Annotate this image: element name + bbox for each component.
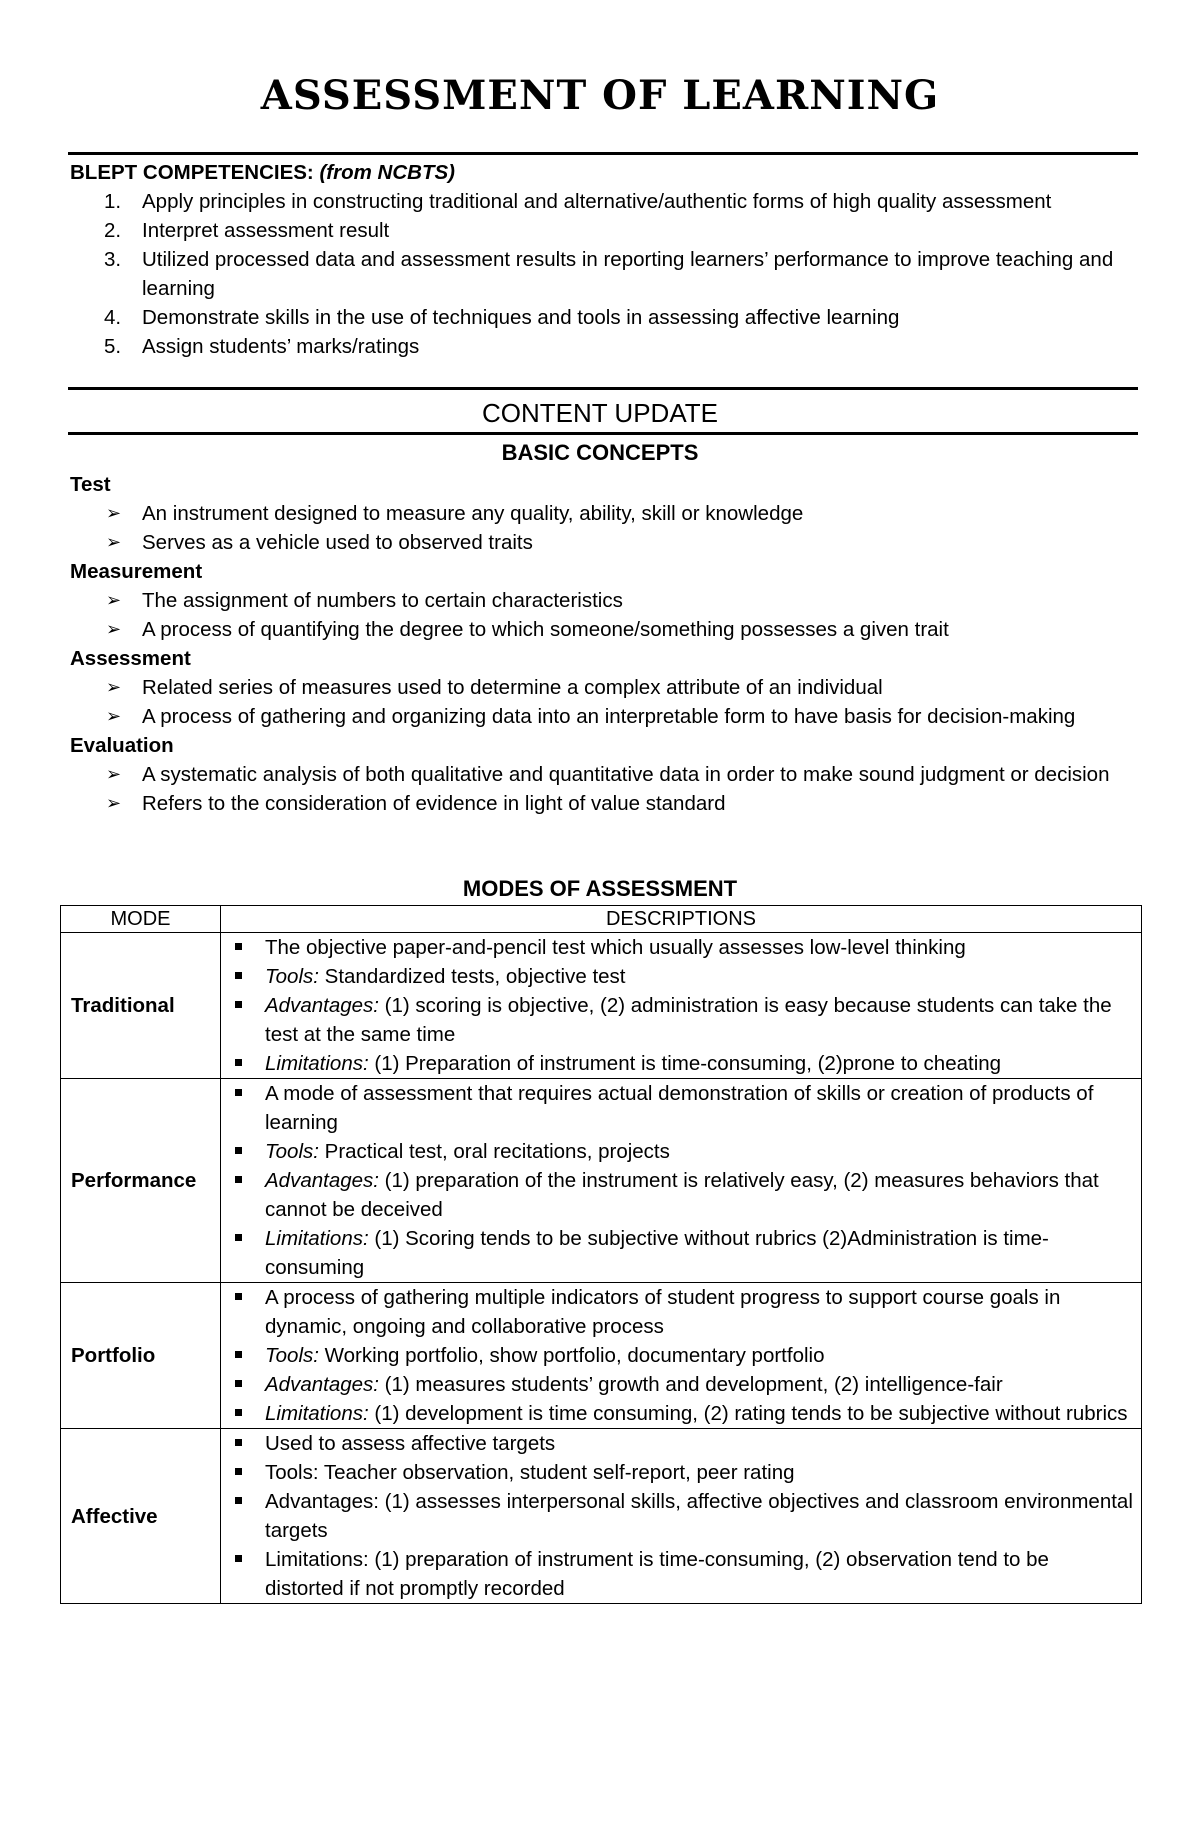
description-item — [221, 962, 1133, 991]
term-points — [70, 499, 1150, 557]
competency-number: 4. — [104, 306, 122, 329]
description-item — [221, 1429, 1133, 1458]
term-point — [70, 673, 1150, 702]
description-list — [221, 1079, 1133, 1282]
description-label: Limitations: — [265, 1402, 369, 1425]
description-label: Advantages: — [265, 1169, 379, 1192]
square-bullet-icon — [235, 1147, 242, 1154]
competency-item — [70, 216, 1140, 245]
competency-text: Assign students’ marks/ratings — [142, 335, 420, 358]
mode-cell: Affective — [61, 1429, 221, 1604]
term-point — [70, 586, 1150, 615]
description-text: (1) Scoring tends to be subjective without rubrics (2)Administration is time-consuming — [265, 1227, 1049, 1279]
table-row — [61, 933, 1142, 1079]
term-point-text: Refers to the consideration of evidence in light of value standard — [142, 792, 726, 815]
modes-heading: MODES OF ASSESSMENT — [462, 876, 738, 901]
description-item — [221, 1049, 1133, 1078]
table-header-row — [61, 906, 1142, 933]
competency-item — [70, 245, 1140, 303]
square-bullet-icon — [235, 1555, 242, 1562]
term-point — [70, 760, 1150, 789]
competencies-heading — [70, 158, 1140, 187]
arrow-bullet-icon: ➢ — [106, 793, 122, 813]
term-point — [70, 528, 1150, 557]
term-point — [70, 702, 1150, 731]
description-item — [221, 1487, 1133, 1545]
term-point — [70, 789, 1150, 818]
square-bullet-icon — [235, 972, 242, 979]
competencies-list — [70, 187, 1140, 361]
description-label: Tools: — [265, 965, 319, 988]
description-text: (1) development is time consuming, (2) rating tends to be subjective without rubrics — [368, 1402, 1128, 1425]
description-text: (1) Preparation of instrument is time-consuming, (2)prone to cheating — [368, 1052, 1002, 1075]
arrow-bullet-icon: ➢ — [106, 590, 122, 610]
term-heading: Assessment — [70, 647, 191, 670]
term-point-text: A process of quantifying the degree to which someone/something possesses a given trait — [142, 618, 949, 641]
term-point-text: Related series of measures used to determine a complex attribute of an individual — [142, 676, 883, 699]
term-heading: Measurement — [70, 560, 203, 583]
square-bullet-icon — [235, 943, 242, 950]
competencies-section — [70, 158, 1140, 361]
square-bullet-icon — [235, 1468, 242, 1475]
term-heading: Test — [70, 473, 111, 496]
square-bullet-icon — [235, 1293, 242, 1300]
square-bullet-icon — [235, 1380, 242, 1387]
term-point-text: A process of gathering and organizing data into an interpretable form to have basis for decision-making — [142, 705, 1076, 728]
competencies-heading-label: BLEPT COMPETENCIES: — [70, 161, 314, 184]
competency-number: 5. — [104, 335, 122, 358]
table-row — [61, 1079, 1142, 1283]
divider-content-top — [68, 387, 1138, 390]
description-text: A process of gathering multiple indicators of student progress to support course goals in dynamic, ongoing and collaborative process — [265, 1286, 1061, 1338]
description-text: Advantages: (1) assesses interpersonal skills, affective objectives and classroom environmental targets — [265, 1490, 1133, 1542]
competencies-source: (from NCBTS) — [319, 161, 455, 184]
term-point — [70, 499, 1150, 528]
competency-item — [70, 332, 1140, 361]
term-points — [70, 673, 1150, 731]
table-row — [61, 1429, 1142, 1604]
mode-cell: Portfolio — [61, 1283, 221, 1429]
square-bullet-icon — [235, 1351, 242, 1358]
description-item — [221, 1458, 1133, 1487]
term-points — [70, 586, 1150, 644]
content-update-heading: CONTENT UPDATE — [482, 398, 718, 428]
description-label: Advantages: — [265, 1373, 379, 1396]
description-cell — [221, 1283, 1142, 1429]
description-item — [221, 1137, 1133, 1166]
term-point-text: An instrument designed to measure any quality, ability, skill or knowledge — [142, 502, 804, 525]
description-item — [221, 933, 1133, 962]
term-points — [70, 760, 1150, 818]
mode-cell: Traditional — [61, 933, 221, 1079]
description-item — [221, 1545, 1133, 1603]
description-item — [221, 1341, 1133, 1370]
competency-text: Demonstrate skills in the use of techniques and tools in assessing affective learning — [142, 306, 900, 329]
description-label: Limitations: — [265, 1052, 369, 1075]
competency-text: Utilized processed data and assessment results in reporting learners’ performance to improve teaching and learning — [142, 248, 1114, 300]
description-text: Used to assess affective targets — [265, 1432, 556, 1455]
competency-number: 2. — [104, 219, 122, 242]
arrow-bullet-icon: ➢ — [106, 764, 122, 784]
competency-number: 3. — [104, 248, 122, 271]
column-header-descriptions: DESCRIPTIONS — [221, 906, 1142, 933]
description-item — [221, 991, 1133, 1049]
modes-table — [60, 905, 1142, 1604]
term-point-text: The assignment of numbers to certain characteristics — [142, 589, 623, 612]
competency-item — [70, 187, 1140, 216]
description-text: Standardized tests, objective test — [318, 965, 626, 988]
competency-number: 1. — [104, 190, 122, 213]
description-text: The objective paper-and-pencil test which usually assesses low-level thinking — [265, 936, 966, 959]
square-bullet-icon — [235, 1059, 242, 1066]
description-text: (1) measures students’ growth and development, (2) intelligence-fair — [378, 1373, 1003, 1396]
competency-item — [70, 303, 1140, 332]
description-text: A mode of assessment that requires actual demonstration of skills or creation of products of learning — [265, 1082, 1094, 1134]
competency-text: Apply principles in constructing traditional and alternative/authentic forms of high quality assessment — [142, 190, 1052, 213]
square-bullet-icon — [235, 1176, 242, 1183]
description-item — [221, 1370, 1133, 1399]
description-text: Working portfolio, show portfolio, documentary portfolio — [318, 1344, 825, 1367]
square-bullet-icon — [235, 1234, 242, 1241]
square-bullet-icon — [235, 1439, 242, 1446]
description-text: Practical test, oral recitations, projects — [318, 1140, 670, 1163]
description-label: Tools: — [265, 1344, 319, 1367]
arrow-bullet-icon: ➢ — [106, 532, 122, 552]
description-cell — [221, 1429, 1142, 1604]
description-list — [221, 933, 1133, 1078]
description-cell — [221, 933, 1142, 1079]
description-item — [221, 1224, 1133, 1282]
description-list — [221, 1283, 1133, 1428]
square-bullet-icon — [235, 1001, 242, 1008]
description-item — [221, 1399, 1133, 1428]
description-label: Advantages: — [265, 994, 379, 1017]
arrow-bullet-icon: ➢ — [106, 706, 122, 726]
competency-text: Interpret assessment result — [142, 219, 390, 242]
description-label: Tools: — [265, 1140, 319, 1163]
term-heading: Evaluation — [70, 734, 174, 757]
description-text: (1) preparation of the instrument is relatively easy, (2) measures behaviors that cannot be deceived — [265, 1169, 1099, 1221]
divider-content-bottom — [68, 432, 1138, 435]
square-bullet-icon — [235, 1409, 242, 1416]
basic-concepts-heading: BASIC CONCEPTS — [501, 440, 699, 465]
description-label: Limitations: — [265, 1227, 369, 1250]
mode-cell: Performance — [61, 1079, 221, 1283]
description-item — [221, 1283, 1133, 1341]
basic-concepts-section — [70, 470, 1150, 818]
description-text: (1) scoring is objective, (2) administration is easy because students can take the test at the same time — [265, 994, 1112, 1046]
arrow-bullet-icon: ➢ — [106, 619, 122, 639]
description-text: Tools: Teacher observation, student self-report, peer rating — [265, 1461, 795, 1484]
arrow-bullet-icon: ➢ — [106, 677, 122, 697]
table-row — [61, 1283, 1142, 1429]
term-point-text: A systematic analysis of both qualitative and quantitative data in order to make sound judgment or decision — [142, 763, 1110, 786]
square-bullet-icon — [235, 1089, 242, 1096]
term-point — [70, 615, 1150, 644]
description-item — [221, 1166, 1133, 1224]
column-header-mode: MODE — [61, 906, 221, 933]
document-title: ASSESSMENT OF LEARNING — [260, 72, 940, 119]
arrow-bullet-icon: ➢ — [106, 503, 122, 523]
divider-top — [68, 152, 1138, 155]
square-bullet-icon — [235, 1497, 242, 1504]
description-item — [221, 1079, 1133, 1137]
description-list — [221, 1429, 1133, 1603]
description-text: Limitations: (1) preparation of instrument is time-consuming, (2) observation tend to be distorted if not promptly recorded — [265, 1548, 1049, 1600]
term-point-text: Serves as a vehicle used to observed traits — [142, 531, 533, 554]
description-cell — [221, 1079, 1142, 1283]
